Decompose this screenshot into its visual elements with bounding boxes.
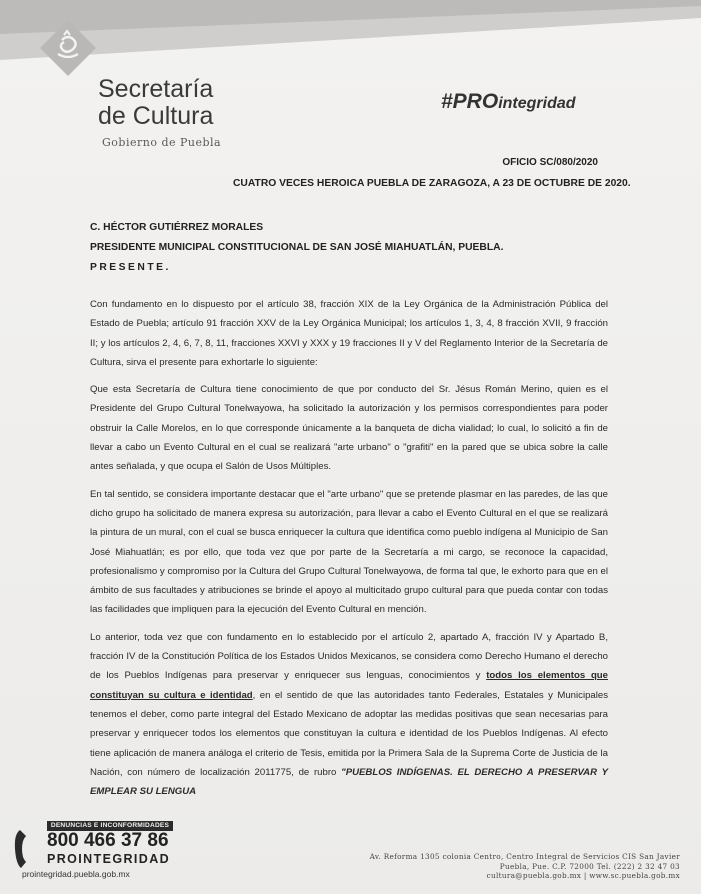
paragraph-2: Que esta Secretaría de Cultura tiene conocimiento de que por conducto del Sr. Jésus Román Merino, quien es el Presidente del Grupo Cultural Tonelwayowa, ha solicitado la autorización y los permisos correspondientes para poder obstruir la Calle Morelos, en lo que corresponde únicamente a la banqueta de dicha vialidad; lo cual, lo solicitó a fin de llevar a cabo un Evento Cultural en el cual se realizará "arte urbano" o "grafiti" en la pared que se ubica sobre la calle antes señalada, y que ocupa el Salón de Usos Múltiples. [90,384,608,473]
addressee-name: C. HÉCTOR GUTIÉRREZ MORALES [90,222,264,233]
address-line-1: Av. Reforma 1305 colonia Centro, Centro Integral de Servicios CIS San Javier [369,852,680,861]
paragraph-4-text: Lo anterior, toda vez que con fundamento en lo establecido por el artículo 2, apartado A, fracción IV y Apartado B, fracción IV de la Constitución Política de los Estados Unidos Mexicanos, se considera como Derecho Humano el derecho de los Pueblos Indígenas para preservar y enriquecer sus lenguas, conocimientos y [90,631,608,682]
logo-line-2: de Cultura [98,102,214,130]
phone-icon [14,828,34,870]
letter-body [90,295,608,809]
oficio-number: OFICIO SC/080/2020 [502,157,598,168]
paragraph-4-thesis-title: "PUEBLOS INDÍGENAS. EL DERECHO A PRESERVAR Y EMPLEAR SU LENGUA [90,766,609,798]
address-line-2: Puebla, Pue. C.P. 72000 Tel. (222) 2 32 47 03 [499,861,680,871]
paragraph-3: En tal sentido, se considera importante destacar que el "arte urbano" que se pretende plasmar en las paredes, de las que dicho grupo ha solicitado de manera expresa su autorización, para llevar a cabo el Evento Cultural en el que se realizará la pintura de un mural, con el cual se busca enriquecer la cultura que identifica como pueblo indígena al Municipio de San José Miahuatlán; es por ello, que toda vez que por parte de la Secretaría a mi cargo, se reconoce la capacidad, profesionalismo y compromiso por la Cultura del Grupo Cultural Tonelwayowa, de forma tal que, le exhorto para que en el ámbito de sus facultades y atribuciones se brinde el apoyo al multicitado grupo cultural para que pueda contar con todas las facilidades que impliquen para la ejecución del Evento Cultural en mención. [90,488,608,616]
logo-subtitle: Gobierno de Puebla [102,136,222,149]
paragraph-4 [90,628,608,802]
denuncias-banner: DENUNCIAS E INCONFORMIDADES [47,821,173,831]
addressee-block [90,218,503,278]
logo-line-1: Secretaría [98,75,214,103]
address-line-3: cultura@puebla.gob.mx | www.sc.puebla.gob.mx [486,871,680,880]
addressee-position: PRESIDENTE MUNICIPAL CONSTITUCIONAL DE SAN JOSÉ MIAHUATLÁN, PUEBLA. [90,242,504,253]
logo-wordmark [98,76,213,130]
complaints-phone: 800 466 37 86 [47,830,169,851]
header-band [0,0,701,60]
footer-address [340,852,680,881]
paragraph-4-underlined: todos los elementos que constituyan su cultura e identidad [90,670,609,701]
hashtag-bold: #PRO [441,90,499,113]
addressee-presente: PRESENTE. [90,262,171,273]
paragraph-1: Con fundamento en lo dispuesto por el artículo 38, fracción XIX de la Ley Orgánica de la Administración Pública del Estado de Puebla; artículo 91 fracción XXV de la Ley Orgánica Municipal; los artículos 1, 3, 4, 8 fracción XVII, 9 fracción II; y los artículos 2, 4, 6, 7, 8, 11, fracciones XXVI y XXX y 19 fracciones II y V del Reglamento Interior de la Secretaría de Cultura, sirva el presente para exhortarle lo siguiente: [90,299,608,368]
pro-integridad-hashtag [441,90,576,114]
paragraph-4-continued: , en el sentido de que las autoridades tanto Federales, Estatales y Municipales tenemos el deber, como parte integral del Estado Mexicano de adoptar las medidas positivas que sean necesarias para preservar y enriquecer todos los elementos que constituyan la cultura e identidad de los Pueblos Indígenas. Al efecto tiene aplicación de manera análoga el criterio de Tesis, emitida por la Primera Sala de la Suprema Corte de Justicia de la Nación, con número de localización 2011775, de rubro [90,689,609,778]
prointegridad-url: prointegridad.puebla.gob.mx [22,869,130,879]
hashtag-rest: integridad [498,95,576,112]
prointegridad-label: PROINTEGRIDAD [47,852,171,866]
place-date: CUATRO VECES HEROICA PUEBLA DE ZARAGOZA, A 23 DE OCTUBRE DE 2020. [233,178,631,189]
secretaria-logo-icon [40,20,96,76]
